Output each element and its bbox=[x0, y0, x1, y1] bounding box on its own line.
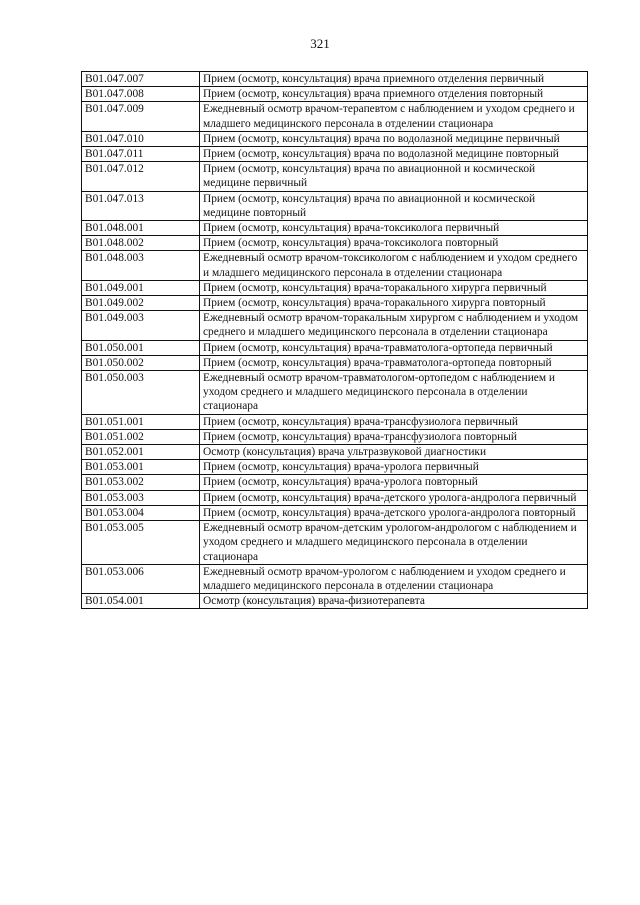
service-code: B01.047.012 bbox=[82, 162, 200, 191]
service-name: Осмотр (консультация) врача ультразвуковой диагностики bbox=[200, 445, 588, 460]
service-name: Прием (осмотр, консультация) врача-детского уролога-андролога первичный bbox=[200, 490, 588, 505]
service-code: B01.051.002 bbox=[82, 429, 200, 444]
service-name: Прием (осмотр, консультация) врача-торакального хирурга повторный bbox=[200, 296, 588, 311]
service-name: Прием (осмотр, консультация) врача-торакального хирурга первичный bbox=[200, 280, 588, 295]
service-name: Прием (осмотр, консультация) врача по авиационной и космической медицине первичный bbox=[200, 162, 588, 191]
table-row bbox=[82, 340, 588, 355]
service-name: Ежедневный осмотр врачом-урологом с наблюдением и уходом среднего и младшего медицинского персонала в отделении стационара bbox=[200, 564, 588, 593]
service-name: Ежедневный осмотр врачом-торакальным хирургом с наблюдением и уходом среднего и младшего медицинского персонала в отделении стационара bbox=[200, 311, 588, 340]
service-name: Прием (осмотр, консультация) врача-токсиколога повторный bbox=[200, 236, 588, 251]
page-number: 321 bbox=[310, 36, 330, 51]
service-code: B01.047.010 bbox=[82, 131, 200, 146]
table-row bbox=[82, 505, 588, 520]
service-code: B01.049.003 bbox=[82, 311, 200, 340]
service-name: Ежедневный осмотр врачом-терапевтом с наблюдением и уходом среднего и младшего медицинского персонала в отделении стационара bbox=[200, 102, 588, 131]
service-code: B01.053.005 bbox=[82, 521, 200, 565]
table-row bbox=[82, 147, 588, 162]
table-row bbox=[82, 460, 588, 475]
service-code: B01.054.001 bbox=[82, 594, 200, 609]
service-code: B01.048.002 bbox=[82, 236, 200, 251]
service-name: Ежедневный осмотр врачом-травматологом-ортопедом с наблюдением и уходом среднего и младшего медицинского персонала в отделении стационара bbox=[200, 371, 588, 415]
service-name: Прием (осмотр, консультация) врача по авиационной и космической медицине повторный bbox=[200, 191, 588, 220]
service-code: B01.053.003 bbox=[82, 490, 200, 505]
service-code: B01.047.007 bbox=[82, 72, 200, 87]
service-name: Прием (осмотр, консультация) врача-трансфузиолога первичный bbox=[200, 414, 588, 429]
service-code: B01.047.013 bbox=[82, 191, 200, 220]
table-row bbox=[82, 445, 588, 460]
table-row bbox=[82, 414, 588, 429]
service-code: B01.052.001 bbox=[82, 445, 200, 460]
table-row bbox=[82, 355, 588, 370]
service-code: B01.048.001 bbox=[82, 221, 200, 236]
table-row bbox=[82, 191, 588, 220]
table-row bbox=[82, 490, 588, 505]
service-code: B01.047.008 bbox=[82, 87, 200, 102]
service-name: Прием (осмотр, консультация) врача приемного отделения повторный bbox=[200, 87, 588, 102]
table-row bbox=[82, 371, 588, 415]
table-row bbox=[82, 594, 588, 609]
service-name: Прием (осмотр, консультация) врача-трансфузиолога повторный bbox=[200, 429, 588, 444]
service-name: Прием (осмотр, консультация) врача-травматолога-ортопеда повторный bbox=[200, 355, 588, 370]
service-code: B01.051.001 bbox=[82, 414, 200, 429]
service-code: B01.053.001 bbox=[82, 460, 200, 475]
service-name: Ежедневный осмотр врачом-токсикологом с наблюдением и уходом среднего и младшего медицинского персонала в отделении стационара bbox=[200, 251, 588, 280]
table-row bbox=[82, 475, 588, 490]
service-code: B01.049.001 bbox=[82, 280, 200, 295]
table-row bbox=[82, 102, 588, 131]
service-name: Прием (осмотр, консультация) врача-уролога первичный bbox=[200, 460, 588, 475]
table-row bbox=[82, 564, 588, 593]
service-code: B01.047.011 bbox=[82, 147, 200, 162]
table-row bbox=[82, 72, 588, 87]
service-name: Прием (осмотр, консультация) врача-токсиколога первичный bbox=[200, 221, 588, 236]
service-code: B01.053.006 bbox=[82, 564, 200, 593]
medical-services-table bbox=[81, 71, 588, 609]
table-row bbox=[82, 87, 588, 102]
table-row bbox=[82, 521, 588, 565]
service-code: B01.050.001 bbox=[82, 340, 200, 355]
service-name: Прием (осмотр, консультация) врача-уролога повторный bbox=[200, 475, 588, 490]
service-code: B01.050.002 bbox=[82, 355, 200, 370]
service-name: Осмотр (консультация) врача-физиотерапевта bbox=[200, 594, 588, 609]
service-name: Прием (осмотр, консультация) врача приемного отделения первичный bbox=[200, 72, 588, 87]
table-row bbox=[82, 236, 588, 251]
service-name: Прием (осмотр, консультация) врача по водолазной медицине повторный bbox=[200, 147, 588, 162]
table-row bbox=[82, 251, 588, 280]
service-code: B01.047.009 bbox=[82, 102, 200, 131]
table-row bbox=[82, 131, 588, 146]
table-row bbox=[82, 280, 588, 295]
table-row bbox=[82, 429, 588, 444]
service-code: B01.049.002 bbox=[82, 296, 200, 311]
service-name: Прием (осмотр, консультация) врача-травматолога-ортопеда первичный bbox=[200, 340, 588, 355]
service-name: Прием (осмотр, консультация) врача-детского уролога-андролога повторный bbox=[200, 505, 588, 520]
service-name: Ежедневный осмотр врачом-детским урологом-андрологом с наблюдением и уходом среднего и младшего медицинского персонала в отделении стационара bbox=[200, 521, 588, 565]
service-code: B01.053.004 bbox=[82, 505, 200, 520]
table-row bbox=[82, 162, 588, 191]
service-name: Прием (осмотр, консультация) врача по водолазной медицине первичный bbox=[200, 131, 588, 146]
table-row bbox=[82, 221, 588, 236]
table-row bbox=[82, 311, 588, 340]
service-code: B01.048.003 bbox=[82, 251, 200, 280]
table-row bbox=[82, 296, 588, 311]
service-code: B01.053.002 bbox=[82, 475, 200, 490]
service-code: B01.050.003 bbox=[82, 371, 200, 415]
